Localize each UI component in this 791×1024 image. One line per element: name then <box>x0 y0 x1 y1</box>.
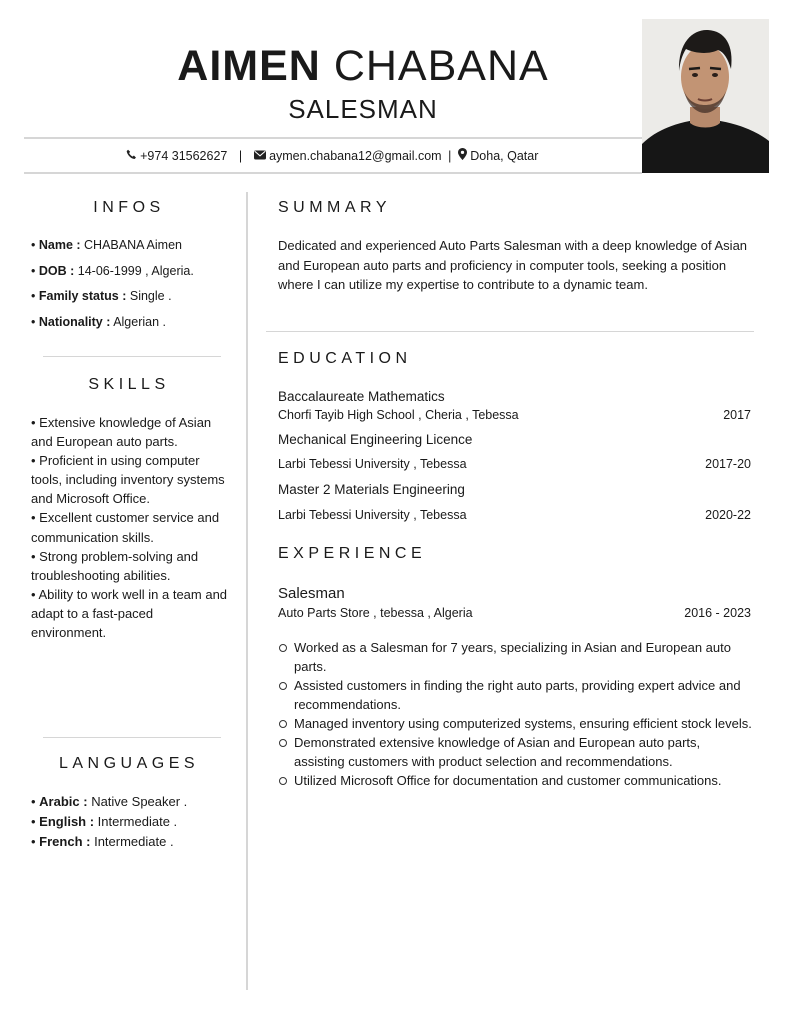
skill-item: • Ability to work well in a team and adapt to a fast-paced environment. <box>31 586 228 641</box>
languages-heading: LANGUAGES <box>58 755 200 772</box>
info-label: DOB : <box>38 264 75 278</box>
summary-divider <box>266 331 754 332</box>
infos-heading: INFOS <box>93 199 165 216</box>
language-label: English : <box>39 814 95 829</box>
contact-separator-2: | <box>448 148 452 163</box>
education-years: 2017-20 <box>705 457 751 471</box>
column-divider <box>246 192 248 990</box>
info-value: Algerian . <box>110 315 166 329</box>
education-degree: Mechanical Engineering Licence <box>278 432 473 447</box>
info-label: Nationality : <box>38 315 111 329</box>
profile-photo <box>642 19 769 173</box>
full-name <box>0 40 726 92</box>
phone-number[interactable]: +974 31562627 <box>140 148 228 163</box>
language-french: • French : Intermediate . <box>31 834 174 849</box>
education-school: Chorfi Tayib High School , Cheria , Tebessa <box>278 408 519 422</box>
duty-item: Utilized Microsoft Office for documentation and customer communications. <box>278 771 753 790</box>
language-arabic: • Arabic : Native Speaker . <box>31 794 188 809</box>
language-label: French : <box>39 834 91 849</box>
duty-item: Demonstrated extensive knowledge of Asian and European auto parts, assisting customers with product selection and recommendations. <box>278 733 753 771</box>
education-heading: EDUCATION <box>278 350 412 367</box>
skills-divider <box>43 737 221 738</box>
education-school: Larbi Tebessi University , Tebessa <box>278 508 467 522</box>
experience-heading: EXPERIENCE <box>278 545 427 562</box>
info-value: Single . <box>126 289 172 303</box>
last-name: CHABANA <box>333 42 549 90</box>
language-english: • English : Intermediate . <box>31 814 178 829</box>
contact-bar <box>24 146 640 165</box>
info-dob: • DOB : 14-06-1999 , Algeria. <box>31 264 194 278</box>
summary-text: Dedicated and experienced Auto Parts Salesman with a deep knowledge of Asian and European auto parts and proficiency in computer tools, seeking a position where I can utilize my expertise to contribute to a dynamic team. <box>278 238 748 292</box>
language-label: Arabic : <box>39 794 88 809</box>
skill-item: • Extensive knowledge of Asian and European auto parts. <box>31 415 212 450</box>
duty-item: Assisted customers in finding the right auto parts, providing expert advice and recommendations. <box>278 676 753 714</box>
email-address[interactable]: aymen.chabana12@gmail.com <box>269 148 442 163</box>
skills-heading: SKILLS <box>88 376 170 393</box>
info-family-status: • Family status : Single . <box>31 289 172 303</box>
skill-item: • Proficient in using computer tools, including inventory systems and Microsoft Office. <box>31 453 225 507</box>
infos-divider <box>43 356 221 357</box>
info-label: Family status : <box>38 289 127 303</box>
contact-separator: | <box>238 148 243 163</box>
info-value: CHABANA Aimen <box>80 238 182 252</box>
email-icon <box>254 147 266 165</box>
info-name: • Name : CHABANA Aimen <box>31 238 182 252</box>
info-nationality: • Nationality : Algerian . <box>31 315 166 329</box>
info-label: Name : <box>38 238 81 252</box>
phone-icon <box>126 147 137 165</box>
education-degree: Baccalaureate Mathematics <box>278 389 445 404</box>
skill-item: • Excellent customer service and communication skills. <box>31 510 220 545</box>
summary-heading: SUMMARY <box>278 199 391 216</box>
location-pin-icon <box>458 147 467 165</box>
job-title-heading: SALESMAN <box>288 94 438 124</box>
education-years: 2017 <box>723 408 751 422</box>
education-school: Larbi Tebessi University , Tebessa <box>278 457 467 471</box>
education-years: 2020-22 <box>705 508 751 522</box>
job-company: Auto Parts Store , tebessa , Algeria <box>278 606 473 620</box>
language-level: Intermediate . <box>90 834 174 849</box>
skill-item: • Strong problem-solving and troubleshooting abilities. <box>31 548 199 583</box>
job-title: Salesman <box>278 585 345 602</box>
duty-item: Worked as a Salesman for 7 years, specializing in Asian and European auto parts. <box>278 638 753 676</box>
education-degree: Master 2 Materials Engineering <box>278 482 465 497</box>
skills-list <box>31 413 231 642</box>
info-value: 14-06-1999 , Algeria. <box>74 264 194 278</box>
job-duties-list <box>278 638 753 790</box>
header-rule-top <box>24 137 642 139</box>
duty-item: Managed inventory using computerized systems, ensuring efficient stock levels. <box>278 714 753 733</box>
location: Doha, Qatar <box>470 148 539 163</box>
header-rule-bottom <box>24 172 642 174</box>
language-level: Native Speaker . <box>87 794 188 809</box>
first-name: AIMEN <box>177 42 321 90</box>
language-level: Intermediate . <box>94 814 178 829</box>
job-years: 2016 - 2023 <box>684 606 751 620</box>
